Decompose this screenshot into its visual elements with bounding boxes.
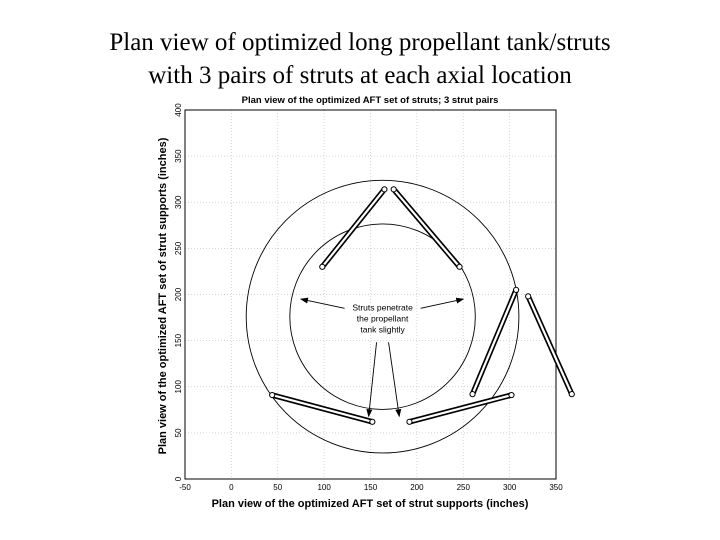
struts: [270, 187, 575, 425]
annotation-text-line: the propellant: [356, 313, 409, 324]
y-tick-label: 50: [174, 428, 183, 438]
y-tick-label: 400: [174, 103, 183, 117]
x-tick-label: 0: [229, 483, 234, 492]
strut: [407, 392, 514, 424]
y-tick-label: 300: [174, 195, 183, 209]
x-tick-label: 200: [410, 483, 424, 492]
y-axis-label: Plan view of the optimized AFT set of strut supports (inches): [157, 137, 169, 455]
y-tick-label: 350: [174, 149, 183, 163]
x-tick-label: 300: [502, 483, 517, 492]
y-tick-label: 100: [174, 380, 183, 394]
annotation-text-line: Struts penetrate: [352, 302, 413, 313]
y-tick-label: 150: [174, 333, 183, 348]
x-tick-label: 100: [317, 483, 331, 492]
y-tick-label: 200: [174, 287, 183, 302]
y-tick-label: 0: [174, 476, 183, 482]
tick-labels: [174, 103, 563, 492]
x-tick-label: 350: [549, 483, 563, 492]
annotation-text-line: tank slightly: [360, 324, 405, 335]
plot-title: Plan view of the optimized AFT set of struts; 3 strut pairs: [241, 95, 499, 106]
strut: [470, 287, 519, 396]
annotation: [301, 299, 463, 416]
annotation-arrow: [421, 299, 464, 308]
x-axis-label: Plan view of the optimized AFT set of strut supports (inches): [211, 498, 529, 510]
slide-title-line-1: Plan view of optimized long propellant tank/struts: [109, 29, 611, 56]
x-tick-label: 250: [456, 483, 470, 492]
strut: [320, 187, 387, 270]
strut: [526, 294, 575, 397]
slide-title-line-2: with 3 pairs of struts at each axial location: [148, 62, 572, 89]
annotation-arrow: [369, 342, 377, 416]
y-tick-label: 250: [174, 241, 183, 256]
strut: [270, 392, 375, 424]
x-tick-label: 150: [363, 483, 378, 492]
annotation-arrow: [301, 299, 345, 308]
x-tick-label: -50: [179, 483, 191, 492]
x-tick-label: 50: [273, 483, 283, 492]
annotation-arrow: [389, 342, 400, 416]
